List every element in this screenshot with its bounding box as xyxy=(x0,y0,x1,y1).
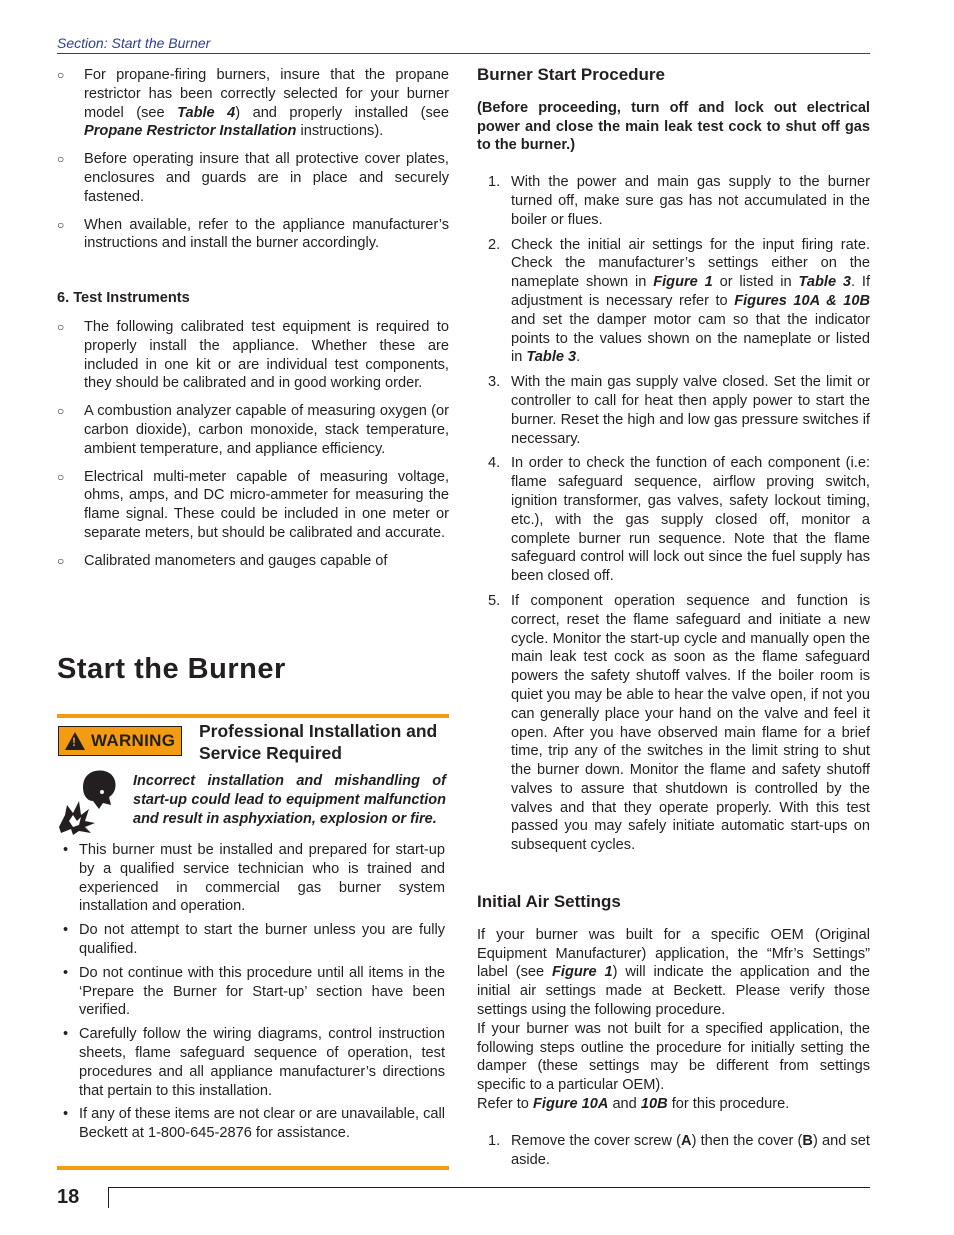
warning-body: Incorrect installation and mishandling of start-up could lead to equipment malfunction and result in asphyxiation, explosion or fire. xyxy=(133,773,446,827)
reference-text: Figure 1 xyxy=(653,274,713,291)
reference-text: 10B xyxy=(640,1096,668,1113)
warning-bullet-list xyxy=(57,841,445,1148)
warning-bullet-item: • If any of these items are not clear or are unavailable, call Beckett at 1-800-645-2876 for assistance. xyxy=(63,1106,445,1142)
warning-bullet-item: • This burner must be installed and prepared for start-up by a qualified service technician who is trained and experienced in commercial gas burner system installation and operation. xyxy=(63,842,445,915)
burner-start-heading: Burner Start Procedure xyxy=(477,65,665,84)
intro-list-item: ○ When available, refer to the appliance manufacturer’s instructions and install the burner accordingly. xyxy=(57,216,449,252)
intro-list-item-marker: ○ xyxy=(57,68,65,82)
reference-text: Figures 10A & 10B xyxy=(734,292,871,309)
footer-rule xyxy=(108,1187,870,1188)
warning-triangle-icon xyxy=(65,732,85,750)
right-column xyxy=(477,66,870,1175)
test-list-item: ○ A combustion analyzer capable of measuring oxygen (or carbon dioxide), carbon monoxide, stack temperature, ambient temperature, and appliance efficiency. xyxy=(57,403,449,457)
procedure-step: 3. With the main gas supply valve closed. Set the limit or controller to call for heat then apply power to start the burner. Reset the high and low gas pressure switches if necessary. xyxy=(488,374,870,447)
burner-start-steps xyxy=(477,173,870,855)
explosion-hazard-icon xyxy=(55,765,127,835)
warning-bullet-item-marker: • xyxy=(63,964,69,981)
test-list-item: ○ Electrical multi-meter capable of measuring voltage, ohms, amps, and DC micro-ammeter for measuring the flame signal. These could be included in one meter or separate meters, but should be calibrated and accurate. xyxy=(57,468,449,541)
intro-list-item: ○ For propane-firing burners, insure that the propane restrictor has been correctly selected for your burner model (see Table 4) and properly installed (see Propane Restrictor Installation instructions). xyxy=(57,67,449,140)
procedure-step: 4. In order to check the function of each component (i.e: flame safeguard sequence, airflow proving switch, ignition transformer, gas valves, safety lockout timing, etc.), with the gas supply closed off, monitor a complete burner run sequence. Note that the flame safeguard control will lock out since the fuel supply has been closed off. xyxy=(488,455,870,585)
intro-list-item-marker: ○ xyxy=(57,217,65,232)
burner-start-note: (Before proceeding, turn off and lock out electrical power and close the main leak test cock to shut off gas to the burner.) xyxy=(477,99,870,154)
left-column xyxy=(57,66,449,580)
procedure-step-marker: 1. xyxy=(488,174,501,191)
warning-badge-label: WARNING xyxy=(91,731,176,750)
reference-text: Figure 10A xyxy=(532,1096,609,1113)
procedure-step: 1. With the power and main gas supply to the burner turned off, make sure gas has not accumulated in the boiler or flues. xyxy=(488,174,870,228)
page-title: Start the Burner xyxy=(57,653,286,685)
air-settings-paragraph-2: If your burner was not built for a specified application, the following steps outline the procedure for initially setting the damper (these settings may be different from settings specific to a particular OEM). xyxy=(477,1020,870,1094)
intro-list xyxy=(57,66,449,253)
reference-text: Propane Restrictor Installation xyxy=(84,123,297,140)
warning-bullet-item-marker: • xyxy=(63,1026,69,1043)
reference-text: Figure 1 xyxy=(551,964,613,981)
test-list-item: ○ The following calibrated test equipment is required to properly install the appliance. Whether these are included in one kit or are individual test components, they should be calibrated and in good working order. xyxy=(57,318,449,392)
warning-badge xyxy=(58,726,182,756)
label-letter: A xyxy=(681,1132,692,1149)
warning-bullet-item: • Do not attempt to start the burner unless you are fully qualified. xyxy=(63,922,445,957)
test-list-item-marker: ○ xyxy=(57,404,65,419)
warning-top-rule xyxy=(57,714,449,718)
test-list-item-marker: ○ xyxy=(57,469,65,484)
air-settings-steps xyxy=(477,1132,870,1170)
warning-bullet-item: • Do not continue with this procedure until all items in the ‘Prepare the Burner for Start-up’ section have been verified. xyxy=(63,964,445,1019)
air-settings-paragraph-3: Refer to Figure 10A and 10B for this procedure. xyxy=(477,1096,790,1113)
warning-bullet-item-marker: • xyxy=(63,1106,69,1123)
procedure-step-marker: 3. xyxy=(488,374,501,391)
procedure-step-marker: 4. xyxy=(488,455,501,472)
test-instruments-heading: 6. Test Instruments xyxy=(57,290,190,307)
procedure-step-marker: 5. xyxy=(488,592,501,609)
intro-list-item: ○ Before operating insure that all protective cover plates, enclosures and guards are in place and securely fastened. xyxy=(57,151,449,205)
section-header: Section: Start the Burner xyxy=(57,35,211,51)
test-list-item-marker: ○ xyxy=(57,553,65,568)
warning-exclamation: ! xyxy=(72,735,76,749)
footer-vertical-rule xyxy=(108,1188,109,1208)
air-step-marker: 1. xyxy=(488,1132,501,1149)
test-list-item-marker: ○ xyxy=(57,319,65,334)
reference-text: Table 3 xyxy=(798,274,852,291)
warning-title: Professional Installation and Service Required xyxy=(199,721,438,763)
intro-list-item-marker: ○ xyxy=(57,152,65,167)
air-settings-paragraph-1: If your burner was built for a specific OEM (Original Equipment Manufacturer) application, the “Mfr’s Settings” label (see Figure 1) will indicate the application and the initial air settings made at Beckett. Please verify those settings using the following procedure. xyxy=(477,926,870,1019)
warning-bottom-rule xyxy=(57,1166,449,1170)
procedure-step: 2. Check the initial air settings for the input firing rate. Check the manufacturer’s settings either on the nameplate shown in Figure 1 or listed in Table 3. If adjustment is necessary refer to Figures 10A & 10B and set the damper motor cam so that the indicator points to the values shown on the nameplate or listed in Table 3. xyxy=(488,236,871,366)
test-list-item: ○ Calibrated manometers and gauges capable of xyxy=(57,552,388,569)
procedure-step: 5. If component operation sequence and function is correct, reset the flame safeguard and initiate a new cycle. Monitor the start-up cycle and manually open the main leak test cock as soon as the flame safeguard powers the safety shutoff valves. If the boiler room is quiet you may be able to hear the valve open, if not you can generally place your hand on the valve and feel it open. After you have observed main flame for a brief time, trip any of the switches in the limit string to shut the burner down. Monitor the flame and safety shutoff valves to assure that shutdown is controlled by the valves and that they operate properly. With this test passed you may safely initiate automatic start-ups on subsequent cycles. xyxy=(488,592,870,854)
header-divider xyxy=(57,53,870,54)
test-instruments-list xyxy=(57,318,449,571)
warning-bullet-item-marker: • xyxy=(63,842,69,858)
warning-bullet-item-marker: • xyxy=(63,922,69,939)
air-settings-heading: Initial Air Settings xyxy=(477,892,621,912)
label-letter: B xyxy=(802,1132,813,1149)
reference-text: Table 3 xyxy=(526,349,577,366)
warning-bullet-item: • Carefully follow the wiring diagrams, control instruction sheets, flame safeguard sequence of operation, test procedures and all appliance manufacturer’s directions that pertain to this installation. xyxy=(63,1026,445,1099)
procedure-step-marker: 2. xyxy=(488,236,501,253)
air-step: 1. Remove the cover screw (A) then the cover (B) and set aside. xyxy=(488,1132,870,1168)
page-number: 18 xyxy=(57,1186,80,1208)
reference-text: Table 4 xyxy=(177,104,236,121)
